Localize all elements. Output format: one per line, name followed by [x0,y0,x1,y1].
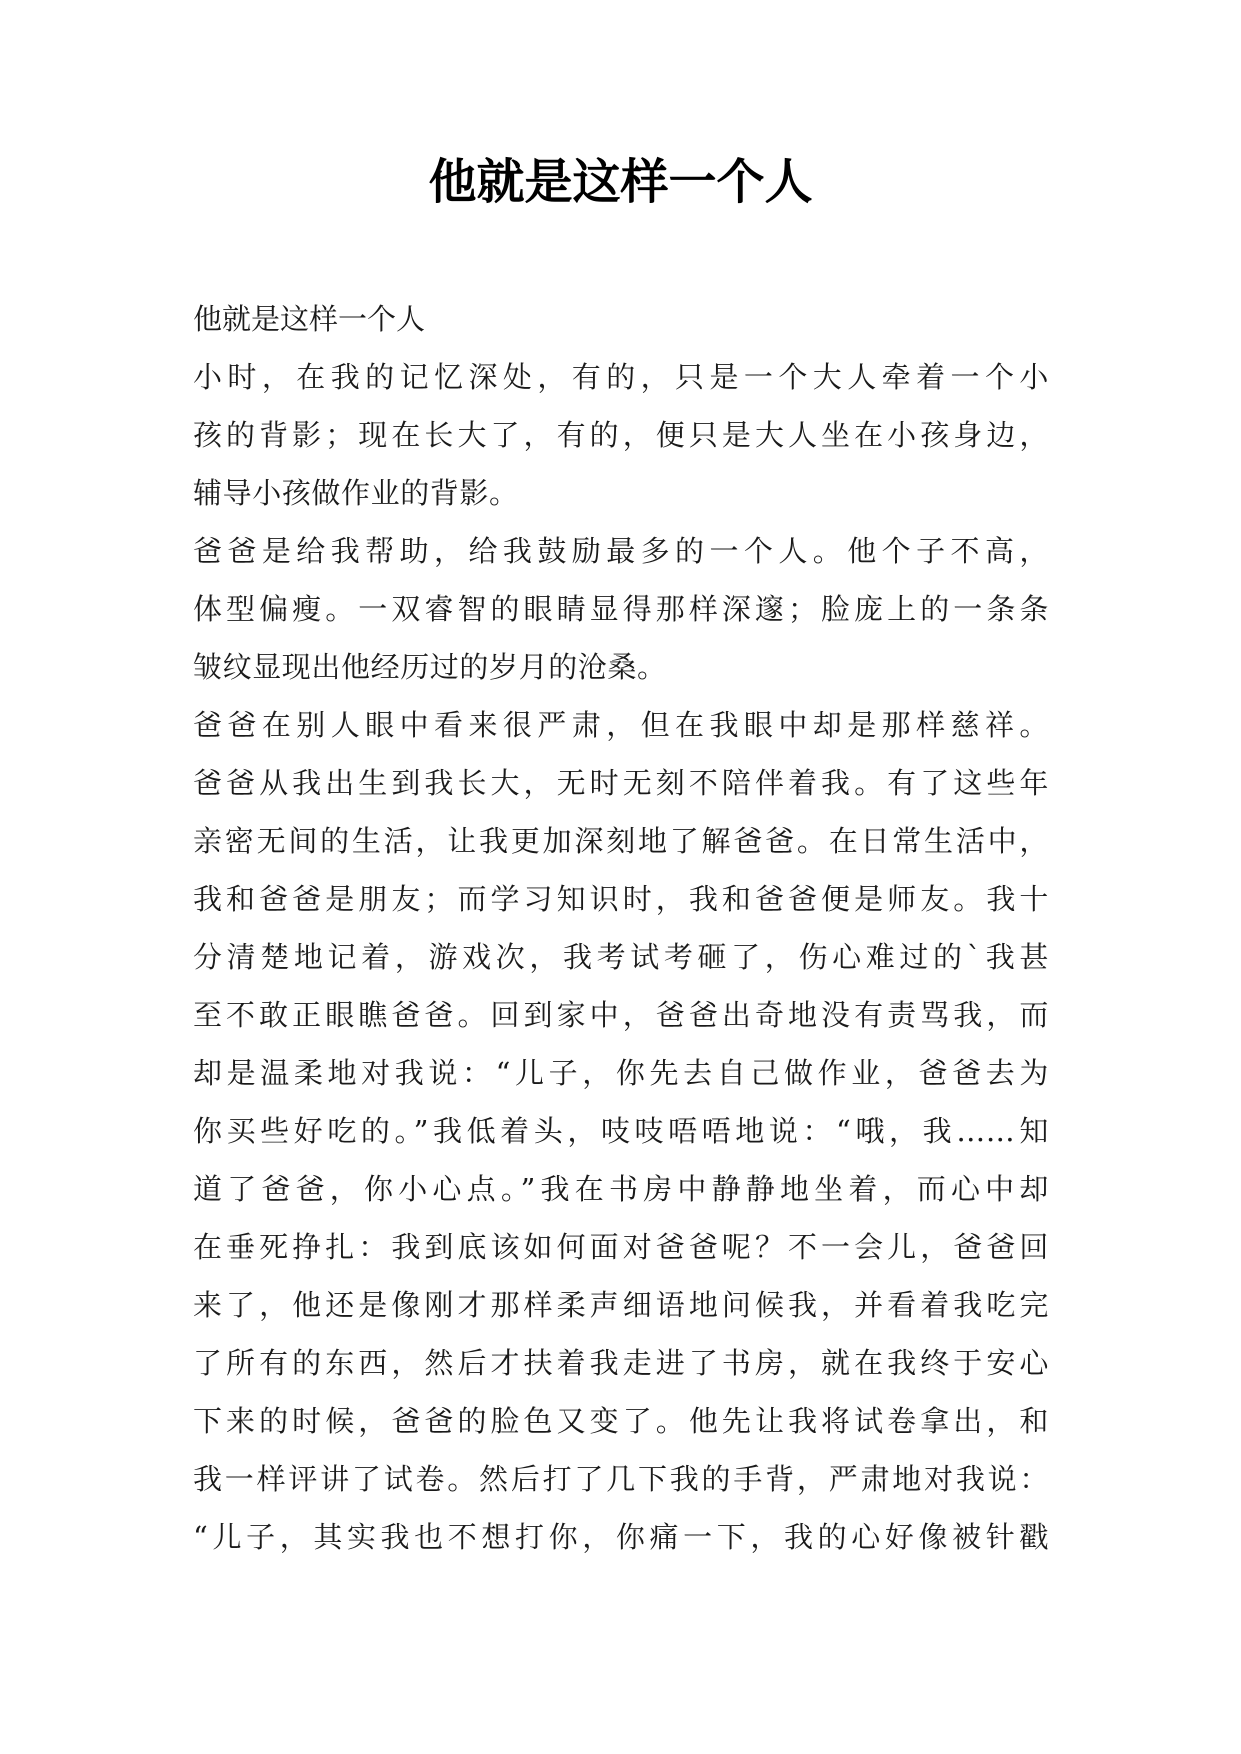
text-line: 却是温柔地对我说：“儿子，你先去自己做作业，爸爸去为 [193,1056,1049,1090]
text-line: 爸爸是给我帮助，给我鼓励最多的一个人。他个子不高， [193,534,1049,568]
paragraph-2 [193,522,1049,696]
text-line: 小时，在我的记忆深处，有的，只是一个大人牵着一个小 [193,360,1049,394]
text-line: “儿子，其实我也不想打你，你痛一下，我的心好像被针戳 [193,1520,1049,1554]
text-line: 下来的时候，爸爸的脸色又变了。他先让我将试卷拿出，和 [193,1404,1049,1438]
paragraph-1 [193,348,1049,522]
text-line: 了所有的东西，然后才扶着我走进了书房，就在我终于安心 [193,1346,1049,1380]
text-line: 分清楚地记着，游戏次，我考试考砸了，伤心难过的`我甚 [193,940,1049,974]
text-line: 皱纹显现出他经历过的岁月的沧桑。 [193,650,667,684]
document-title: 他就是这样一个人 [428,154,813,210]
text-line: 道了爸爸，你小心点。”我在书房中静静地坐着，而心中却 [193,1172,1049,1206]
text-line: 体型偏瘦。一双睿智的眼睛显得那样深邃；脸庞上的一条条 [193,592,1049,626]
text-line: 爸爸在别人眼中看来很严肃，但在我眼中却是那样慈祥。 [193,708,1049,742]
text-line: 辅导小孩做作业的背影。 [193,476,519,510]
text-line: 你买些好吃的。”我低着头，吱吱唔唔地说：“哦，我……知 [193,1114,1049,1148]
text-line: 来了，他还是像刚才那样柔声细语地问候我，并看着我吃完 [193,1288,1049,1322]
paragraph-3 [193,696,1049,1566]
document-subtitle: 他就是这样一个人 [193,302,426,336]
text-line: 在垂死挣扎：我到底该如何面对爸爸呢？不一会儿，爸爸回 [193,1230,1049,1264]
text-line: 孩的背影；现在长大了，有的，便只是大人坐在小孩身边， [193,418,1049,452]
text-line: 亲密无间的生活，让我更加深刻地了解爸爸。在日常生活中， [193,824,1049,858]
text-line: 我和爸爸是朋友；而学习知识时，我和爸爸便是师友。我十 [193,882,1049,916]
document-body [193,290,1049,1566]
text-line: 至不敢正眼瞧爸爸。回到家中，爸爸出奇地没有责骂我，而 [193,998,1049,1032]
text-line: 我一样评讲了试卷。然后打了几下我的手背，严肃地对我说： [193,1462,1049,1496]
text-line: 爸爸从我出生到我长大，无时无刻不陪伴着我。有了这些年 [193,766,1049,800]
